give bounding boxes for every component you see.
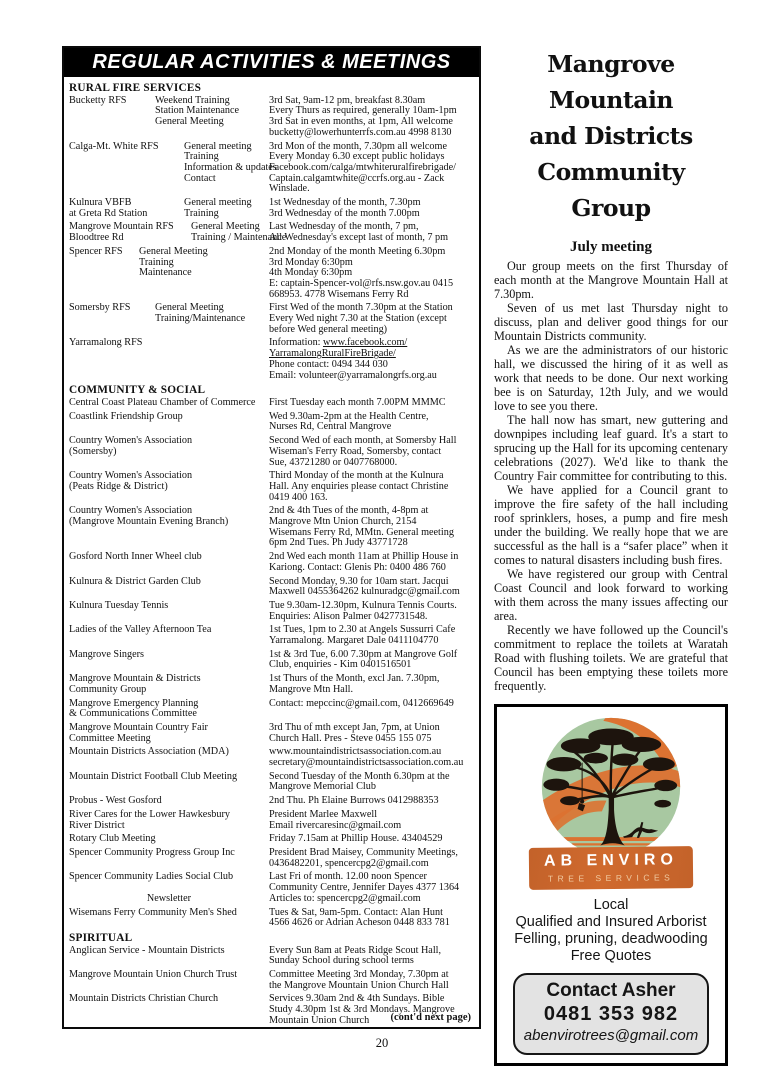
contact-name: Contact Asher xyxy=(546,980,676,1001)
schedule-details xyxy=(269,471,474,503)
organisation-name-line: Mountain Districts Christian Church xyxy=(69,993,219,1005)
organisation-name-line: Anglican Service - Mountain Districts xyxy=(69,944,225,956)
activity-row xyxy=(69,747,474,768)
schedule-detail-line: 6pm 2nd Tues. Ph Judy 43771728 xyxy=(269,537,408,549)
schedule-detail-line: Mangrove Memorial Club xyxy=(269,781,376,793)
article-paragraph: As we are the administrators of our historic hall, we discussed the hiring of it as well as work that needs to be done. Our next working bee is on Saturday, 12th July, and we would love to see you there. xyxy=(494,343,728,413)
schedule-detail-line: Yarramalong. Margaret Dale 0411104770 xyxy=(269,635,439,647)
activity-row xyxy=(69,412,474,433)
schedule-details xyxy=(269,970,474,991)
activity-row xyxy=(69,908,474,929)
organisation-name xyxy=(69,506,269,549)
activity-row xyxy=(69,796,474,807)
row-left xyxy=(69,872,269,904)
article-paragraph: Seven of us met last Thursday night to discuss, plan and deliver good things for our Mountain Districts community. xyxy=(494,301,728,343)
activity-row xyxy=(69,506,474,549)
article-body xyxy=(494,259,728,693)
schedule-detail-line: Mangrove Mtn Hall. xyxy=(269,683,354,695)
organisation-name-line: Mangrove Mountain Country Fair xyxy=(69,721,208,733)
article-title-line: Community Group xyxy=(537,158,685,222)
activities-section xyxy=(69,385,474,929)
schedule-details xyxy=(269,412,474,433)
row-left xyxy=(69,834,269,845)
row-left xyxy=(69,848,269,869)
schedule-detail-line: Maxwell 0455364262 kulnuradgc@gmail.com xyxy=(269,586,460,598)
organisation-name-line: Rotary Club Meeting xyxy=(69,833,156,845)
schedule-detail-line: 1st Tues, 1pm to 2.30 at Angels Sussurri Cafe xyxy=(269,624,456,636)
organisation-name xyxy=(69,994,269,1026)
schedule-detail-line: Third Monday of the month at the Kulnura xyxy=(269,470,444,482)
organisation-name-line: Community Group xyxy=(69,683,147,695)
activity-line: Training xyxy=(139,256,174,268)
row-left xyxy=(69,506,269,549)
activity-line: Information & updates xyxy=(184,161,277,173)
article-subheading: July meeting xyxy=(569,239,653,255)
section-title: RURAL FIRE SERVICES xyxy=(69,82,202,94)
row-left xyxy=(69,577,269,598)
organisation-name xyxy=(69,625,269,646)
organisation-name xyxy=(69,810,269,831)
ad-text xyxy=(499,897,723,965)
row-left xyxy=(69,338,269,381)
schedule-detail-line: 2nd Wed each month 11am at Phillip House in xyxy=(269,551,459,563)
organisation-name xyxy=(69,398,269,409)
schedule-detail-line: Last Fri of month. 12.00 noon Spencer xyxy=(269,871,427,883)
row-left xyxy=(69,140,277,196)
ad-text-line: Free Quotes xyxy=(570,948,652,964)
schedule-detail-line: Church Hall. Pres - Steve 0455 155 075 xyxy=(269,732,432,744)
organisation-name-line: Central Coast Plateau Chamber of Commerce xyxy=(69,396,256,408)
activity-line: General meeting xyxy=(184,140,252,152)
activity-row xyxy=(69,848,474,869)
ad-text-line: Felling, pruning, deadwooding xyxy=(514,931,708,947)
organisation-name xyxy=(69,848,269,869)
schedule-detail-line: Every Monday 6.30 except public holidays xyxy=(269,151,445,163)
organisation-name-line: River Cares for the Lower Hawkesbury xyxy=(69,808,230,820)
article-paragraph: Our group meets on the first Thursday of each month at the Mangrove Mountain Hall at 7.30pm. xyxy=(494,259,728,301)
contact-phone: 0481 353 982 xyxy=(543,1003,679,1025)
organisation-name-line: Mangrove Emergency Planning xyxy=(69,697,199,709)
schedule-details xyxy=(269,848,474,869)
schedule-detail-line: secretary@mountaindistrictsassociation.com.au xyxy=(269,757,464,769)
schedule-detail-line: 2nd Monday of the month Meeting 6.30pm xyxy=(269,245,446,257)
activity-row xyxy=(69,970,474,991)
schedule-detail-line: Enquiries: Alison Palmer 0427731548. xyxy=(269,610,428,622)
schedule-detail-line: Sunday School during school terms xyxy=(269,955,414,967)
activity-row xyxy=(69,601,474,622)
schedule-detail-line: 3rd Monday 6:30pm xyxy=(269,256,353,268)
schedule-detail-line: Second Monday, 9.30 for 10am start. Jacqui xyxy=(269,575,449,587)
schedule-details xyxy=(269,699,474,720)
schedule-detail-line: First Tuesday each month 7.00PM MMMC xyxy=(269,396,446,408)
schedule-details xyxy=(269,552,474,573)
ad-text-line: Local xyxy=(593,897,629,913)
schedule-detail-line: Wed 9.30am-2pm at the Health Centre, xyxy=(269,410,429,422)
schedule-detail-line: Wiseman's Ferry Road, Somersby, contact xyxy=(269,445,442,457)
activity-row xyxy=(69,436,474,468)
organisation-name-line: Mangrove Mountain Union Church Trust xyxy=(69,969,238,981)
schedule-detail-line: Email rivercaresinc@gmail.com xyxy=(269,819,402,831)
organisation-name-line: Mangrove Mountain & Districts xyxy=(69,673,201,685)
schedule-details xyxy=(269,96,474,139)
row-left xyxy=(69,303,269,335)
organisation-name xyxy=(69,471,269,503)
schedule-detail-line: Every Wed night 7.30 at the Station (except xyxy=(269,313,447,325)
schedule-details xyxy=(269,222,474,243)
organisation-name-line: Mountain Districts Association (MDA) xyxy=(69,746,229,758)
schedule-detail-line: Services 9.30am 2nd & 4th Sundays. Bible xyxy=(269,993,445,1005)
section-title: SPIRITUAL xyxy=(69,931,133,944)
organisation-name-line: Bucketty RFS xyxy=(69,94,127,106)
schedule-details xyxy=(269,303,474,335)
activity-line: Training xyxy=(184,151,219,163)
schedule-detail-line: Articles to: spencercpg2@gmail.com xyxy=(269,892,421,904)
schedule-detail-line: Tues & Sat, 9am-5pm. Contact: Alan Hunt xyxy=(269,906,443,918)
row-left xyxy=(69,723,269,744)
activity-row xyxy=(69,338,474,381)
activity-row xyxy=(69,946,474,967)
activities-header: REGULAR ACTIVITIES & MEETINGS xyxy=(64,48,479,77)
activity-list xyxy=(155,303,269,335)
schedule-detail-line: Friday 7.15am at Phillip House. 43404529 xyxy=(269,833,443,845)
organisation-name xyxy=(69,436,269,468)
schedule-detail-line: Last Wednesday of the month, 7 pm, xyxy=(269,221,419,233)
activity-line: Training/Maintenance xyxy=(155,313,246,325)
schedule-details xyxy=(269,796,474,807)
schedule-details xyxy=(269,436,474,468)
row-left xyxy=(69,552,269,573)
schedule-detail-line: 3rd Thu of mth except Jan, 7pm, at Union xyxy=(269,721,440,733)
activity-row xyxy=(69,96,474,139)
organisation-name xyxy=(69,650,269,671)
schedule-details xyxy=(269,946,474,967)
organisation-name-line: Country Women's Association xyxy=(69,435,193,447)
schedule-detail-line: Mangrove Mtn Union Church, 2154 xyxy=(269,516,417,528)
article-title xyxy=(494,46,728,226)
organisation-name-line: Calga-Mt. White RFS xyxy=(69,140,159,152)
schedule-detail-line: Nurses Rd, Central Mangrove xyxy=(269,421,392,433)
row-left xyxy=(69,412,269,433)
activity-line: General Meeting xyxy=(191,221,260,233)
schedule-detail-line: YarramalongRuralFireBrigade/ xyxy=(269,348,396,360)
schedule-details xyxy=(269,247,474,301)
schedule-detail-line: 3rd Sat in even months, at 1pm, All welcome xyxy=(269,116,453,128)
organisation-name-line: (Mangrove Mountain Evening Branch) xyxy=(69,516,229,528)
row-left xyxy=(69,994,269,1026)
organisation-name-line: Gosford North Inner Wheel club xyxy=(69,551,202,563)
schedule-detail-line: All Wednesday's except last of month, 7 pm xyxy=(269,232,449,244)
schedule-detail-line: 2nd Thu. Ph Elaine Burrows 0412988353 xyxy=(269,795,439,807)
schedule-detail-line: Tue 9.30am-12.30pm, Kulnura Tennis Courts. xyxy=(269,599,457,611)
activity-row xyxy=(69,552,474,573)
schedule-details xyxy=(269,398,474,409)
activity-line: General Meeting xyxy=(155,116,224,128)
activity-line: Maintenance xyxy=(139,267,192,279)
schedule-detail-line: 2nd & 4th Tues of the month, 4-8pm at xyxy=(269,505,429,517)
schedule-detail-line: the Mangrove Mountain Union Church Hall xyxy=(269,979,449,991)
organisation-name xyxy=(69,674,269,695)
schedule-detail-line: 0436482201, spencercpg2@gmail.com xyxy=(269,857,429,869)
article-paragraph: The hall now has smart, new guttering and downpipes including leaf guard. It's a start to sprucing up the Hall for its upcoming centenary celebrations (2027). We'd like to thank the Country Fair committee for contributing to this. xyxy=(494,413,728,483)
activity-row xyxy=(69,650,474,671)
schedule-detail-line: 0419 400 163. xyxy=(269,491,328,503)
activity-row xyxy=(69,772,474,793)
schedule-details xyxy=(269,650,474,671)
schedule-details xyxy=(269,625,474,646)
organisation-name xyxy=(69,142,184,196)
row-left xyxy=(69,796,269,807)
activity-row xyxy=(69,142,474,196)
organisation-name-line: River District xyxy=(69,819,125,831)
schedule-detail-line: 3rd Sat, 9am-12 pm, breakfast 8.30am xyxy=(269,94,426,106)
schedule-detail-line: Committee Meeting 3rd Monday, 7.30pm at xyxy=(269,969,449,981)
activity-line: Station Maintenance xyxy=(155,105,240,117)
row-left xyxy=(69,908,269,929)
row-left xyxy=(69,221,287,244)
ad-text-line: Qualified and Insured Arborist xyxy=(515,914,707,930)
organisation-name xyxy=(69,338,155,381)
activity-line: Weekend Training xyxy=(155,94,230,106)
organisation-name xyxy=(69,412,269,433)
schedule-details xyxy=(269,747,474,768)
organisation-name-line: Spencer RFS xyxy=(69,245,123,257)
activity-row xyxy=(69,303,474,335)
organisation-name xyxy=(69,970,269,991)
organisation-name xyxy=(69,601,269,622)
article-paragraph: Recently we have followed up the Council's commitment to replace the toilets at Waratah Road with flushing toilets. We are grateful that Council has been emptying these toilets more frequently. xyxy=(494,623,728,693)
activity-row xyxy=(69,471,474,503)
activity-line: Contact xyxy=(184,172,216,184)
organisation-name-line: Coastlink Friendship Group xyxy=(69,410,183,422)
activity-list xyxy=(155,96,269,139)
article-title-line: and Districts xyxy=(529,122,693,150)
activity-line: General Meeting xyxy=(155,302,224,314)
organisation-name-line: Kulnura Tuesday Tennis xyxy=(69,599,169,611)
organisation-name xyxy=(69,834,269,845)
activity-row xyxy=(69,723,474,744)
organisation-name xyxy=(69,908,269,929)
activity-row xyxy=(69,834,474,845)
organisation-name xyxy=(69,303,155,335)
organisation-name-line: Mangrove Mountain RFS xyxy=(69,221,174,233)
organisation-name-line: Somersby RFS xyxy=(69,302,131,314)
activity-row xyxy=(69,699,474,720)
organisation-name-line: Kulnura VBFB xyxy=(69,197,132,209)
activity-row xyxy=(69,198,474,219)
schedule-detail-line: 3rd Wednesday of the month 7.00pm xyxy=(269,207,420,219)
activity-row xyxy=(69,872,474,904)
schedule-details xyxy=(269,908,474,929)
schedule-detail-line: 3rd Mon of the month, 7.30pm all welcome xyxy=(269,140,447,152)
schedule-detail-line: Community Centre, Jennifer Dayes 4377 1364 xyxy=(269,882,460,894)
schedule-detail-line: E: captain-Spencer-vol@rfs.nsw.gov.au 0415 xyxy=(269,277,454,289)
schedule-detail-line: Every Sun 8am at Peats Ridge Scout Hall, xyxy=(269,944,442,956)
ad-banner-title: AB ENVIRO xyxy=(543,851,678,870)
section-title: COMMUNITY & SOCIAL xyxy=(69,384,206,397)
schedule-details xyxy=(269,338,474,381)
schedule-detail-line: Captain.calgamtwhite@ccrfs.org.au - Zack xyxy=(269,172,445,184)
organisation-name-line: Wisemans Ferry Community Men's Shed xyxy=(69,906,237,918)
schedule-details xyxy=(269,198,474,219)
organisation-name xyxy=(69,796,269,807)
organisation-name-line: (Somersby) xyxy=(69,445,117,457)
row-left xyxy=(69,471,269,503)
schedule-detail-line: Study 4.30pm 1st & 3rd Mondays. Mangrove xyxy=(269,1004,455,1016)
activities-section xyxy=(69,83,474,381)
row-left xyxy=(69,398,269,409)
row-left xyxy=(69,650,269,671)
row-left xyxy=(69,970,269,991)
article-title-line: Mangrove Mountain xyxy=(547,50,675,114)
article-column xyxy=(494,46,728,1066)
activities-box xyxy=(62,46,481,1029)
row-left xyxy=(69,96,269,139)
organisation-name-line: Country Women's Association xyxy=(69,470,193,482)
activity-list xyxy=(184,140,277,196)
organisation-name xyxy=(69,222,191,243)
schedule-detail-line: Email: volunteer@yarramalongrfs.org.au xyxy=(269,369,437,381)
row-left xyxy=(69,436,269,468)
schedule-details xyxy=(269,674,474,695)
organisation-name-line: Kulnura & District Garden Club xyxy=(69,575,201,587)
organisation-name-line: Newsletter xyxy=(146,892,192,904)
activity-row xyxy=(69,625,474,646)
row-left xyxy=(69,601,269,622)
schedule-detail-line: Winslade. xyxy=(269,183,310,195)
organisation-name-line: Committee Meeting xyxy=(69,732,151,744)
organisation-name xyxy=(69,747,269,768)
activity-list xyxy=(191,221,287,244)
schedule-detail-line: www.mountaindistrictsassociation.com.au xyxy=(269,746,442,758)
schedule-details xyxy=(269,142,474,196)
schedule-details xyxy=(269,810,474,831)
row-left xyxy=(69,810,269,831)
schedule-details xyxy=(269,772,474,793)
activity-row xyxy=(69,810,474,831)
schedule-details xyxy=(269,872,474,904)
schedule-detail-line: Wisemans Ferry Rd, MMtn. General meeting xyxy=(269,526,454,538)
organisation-name-line: Bloodtree Rd xyxy=(69,232,124,244)
activity-line: General Meeting xyxy=(139,245,208,257)
schedule-detail-line: before Wed general meeting) xyxy=(269,323,388,335)
row-left xyxy=(69,772,269,793)
organisation-name-line: Mangrove Singers xyxy=(69,648,144,660)
row-left xyxy=(69,946,269,967)
organisation-name-line: Yarramalong RFS xyxy=(69,337,143,349)
schedule-detail-line: bucketty@lowerhunterrfs.com.au 4998 8130 xyxy=(269,126,452,138)
row-left xyxy=(69,699,269,720)
activity-line: Training / Maintenance xyxy=(191,232,287,244)
ab-enviro-logo xyxy=(499,711,723,863)
activity-line: General meeting xyxy=(184,197,252,209)
schedule-detail-line: 1st Thurs of the Month, excl Jan. 7.30pm, xyxy=(269,673,440,685)
schedule-details xyxy=(269,834,474,845)
schedule-detail-line: Kariong. Contact: Glenis Ph: 0400 486 760 xyxy=(269,561,446,573)
organisation-name xyxy=(69,198,184,219)
ad-banner xyxy=(529,846,693,890)
schedule-detail-line: Information: www.facebook.com/ xyxy=(269,337,408,349)
activity-list xyxy=(184,198,269,219)
organisation-name xyxy=(69,96,155,139)
row-left xyxy=(69,674,269,695)
contact-email: abenvirotrees@gmail.com xyxy=(523,1027,699,1044)
schedule-detail-line: Sue, 43721280 or 0407768000. xyxy=(269,456,398,468)
organisation-name-line: Probus - West Gosford xyxy=(69,795,162,807)
schedule-detail-line: 668953. 4778 Wisemans Ferry Rd xyxy=(269,288,409,300)
schedule-detail-line: 4th Monday 6:30pm xyxy=(269,267,353,279)
organisation-name xyxy=(69,872,269,904)
schedule-detail-line: Contact: mepccinc@gmail.com, 0412669649 xyxy=(269,697,454,709)
organisation-name xyxy=(69,552,269,573)
schedule-detail-line: Second Wed of each month, at Somersby Hall xyxy=(269,435,457,447)
schedule-details xyxy=(269,506,474,549)
organisation-name-line: Spencer Community Ladies Social Club xyxy=(69,871,234,883)
organisation-name xyxy=(69,772,269,793)
organisation-name-line: (Peats Ridge & District) xyxy=(69,480,168,492)
schedule-detail-line: 4566 4626 or Adrian Acheson 0448 833 781 xyxy=(269,917,450,929)
tree-logo-icon xyxy=(535,711,687,863)
row-left xyxy=(69,247,269,301)
activity-line: Training xyxy=(184,207,219,219)
schedule-details xyxy=(269,577,474,598)
activity-list xyxy=(139,247,269,301)
activity-row xyxy=(69,577,474,598)
row-left xyxy=(69,198,269,219)
article-paragraph: We have applied for a Council grant to improve the fire safety of the hall including roof sprinklers, hoses, a pump and fire mesh under the building. We really hope that we are successful as the hall is a “safer place” when it comes to natural disasters including bush fires. xyxy=(494,483,728,567)
organisation-name-line: at Greta Rd Station xyxy=(69,207,148,219)
activity-row xyxy=(69,398,474,409)
activities-sections xyxy=(64,77,479,1029)
schedule-detail-line: First Wed of the month 7.30pm at the Station xyxy=(269,302,453,314)
activity-row xyxy=(69,222,474,243)
organisation-name xyxy=(69,946,269,967)
ad-box xyxy=(494,704,728,1066)
schedule-detail-line: Phone contact: 0494 344 030 xyxy=(269,358,388,370)
activity-row xyxy=(69,247,474,301)
row-left xyxy=(69,747,269,768)
schedule-detail-line: President Marlee Maxwell xyxy=(269,808,378,820)
organisation-name-line: Mountain District Football Club Meeting xyxy=(69,770,238,782)
organisation-name xyxy=(69,247,139,301)
schedule-detail-line: 1st Wednesday of the month, 7.30pm xyxy=(269,197,421,209)
organisation-name-line: Country Women's Association xyxy=(69,505,193,517)
organisation-name-line: Spencer Community Progress Group Inc xyxy=(69,847,235,858)
organisation-name xyxy=(69,577,269,598)
schedule-detail-line: Hall. Any enquiries please contact Christine xyxy=(269,480,449,492)
schedule-details xyxy=(269,601,474,622)
contd-note: (cont'd next page) xyxy=(390,1012,471,1023)
row-left xyxy=(69,625,269,646)
schedule-detail-line: President Brad Maisey, Community Meetings, xyxy=(269,847,458,858)
organisation-name xyxy=(69,699,269,720)
page-number: 20 xyxy=(375,1036,389,1050)
schedule-detail-line: Second Tuesday of the Month 6.30pm at the xyxy=(269,770,450,782)
organisation-name xyxy=(69,723,269,744)
ad-banner-subtitle: TREE SERVICES xyxy=(547,872,675,884)
schedule-detail-line: Club, enquiries - Kim 0401516501 xyxy=(269,659,412,671)
organisation-name-line: Ladies of the Valley Afternoon Tea xyxy=(69,624,212,636)
schedule-detail-line: Every Thurs as required, generally 10am-1pm xyxy=(269,105,457,117)
schedule-detail-line: 1st & 3rd Tue, 6.00 7.30pm at Mangrove Golf xyxy=(269,648,458,660)
article-paragraph: We have registered our group with Central Coast Council and look forward to working with them across the many issues affecting our area. xyxy=(494,567,728,623)
schedule-details xyxy=(269,723,474,744)
organisation-name-line: & Communications Committee xyxy=(69,708,197,720)
schedule-detail-line: Mountain Union Church xyxy=(269,1014,370,1026)
activity-row xyxy=(69,674,474,695)
schedule-detail-line: Facebook.com/calga/mtwhiteruralfirebrigade/ xyxy=(269,161,456,173)
